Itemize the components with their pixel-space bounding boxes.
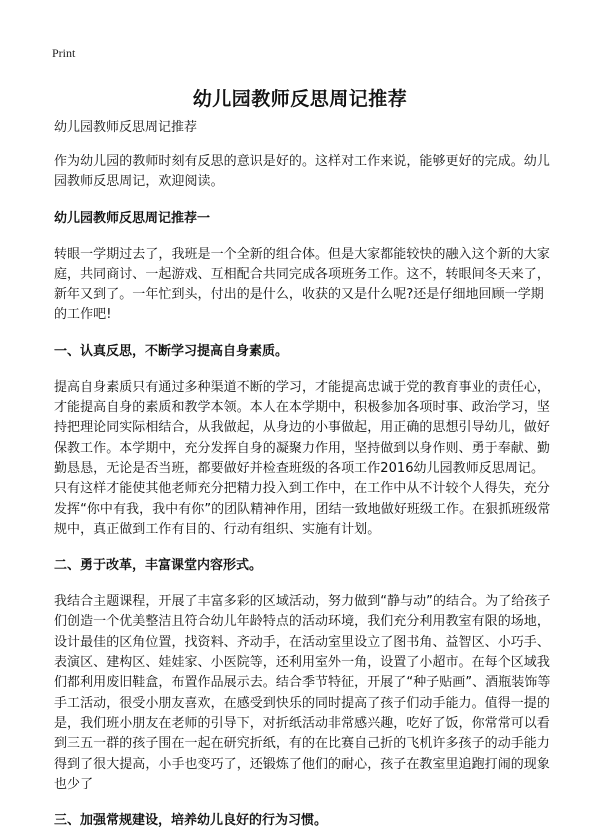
section-heading: 幼儿园教师反思周记推荐一: [54, 210, 211, 226]
page-title: 幼儿园教师反思周记推荐: [192, 88, 408, 110]
part3-heading: 三、加强常规建设，培养幼儿良好的行为习惯。: [54, 813, 328, 829]
article-body: [54, 118, 554, 831]
part1-paragraph: 提高自身素质只有通过多种渠道不断的学习，才能提高忠诚于党的教育事业的责任心，才能提高自身的素质和教学本领。本人在本学期中，积极参加各项时事、政治学习，坚持把理论同实际相结合，从我做起，从身边的小事做起，用正确的思想引导幼儿，做好保教工作。本学期中，充分发挥自身的凝聚力作用，坚持做到以身作则、勇于奉献、勤勤恳恳，无论是否当班，都要做好并检查班级的各项工作2016幼儿园教师反思周记。只有这样才能使其他老师充分把精力投入到工作中，在工作中从不计较个人得失，充分发挥“你中有我，我中有你”的团队精神作用，团结一致地做好班级工作。在狠抓班级常规中，真正做到工作有目的、行动有组织、实施有计划。: [54, 379, 551, 537]
part2-heading: 二、勇于改革，丰富课堂内容形式。: [54, 558, 263, 574]
intro-paragraph: 作为幼儿园的教师时刻有反思的意识是好的。这样对工作来说，能够更好的完成。幼儿园教师反思周记，欢迎阅读。: [54, 154, 550, 190]
print-link[interactable]: Print: [52, 46, 76, 60]
part1-heading: 一、认真反思，不断学习提高自身素质。: [54, 343, 289, 359]
part2-paragraph: 我结合主题课程，开展了丰富多彩的区域活动，努力做到“静与动”的结合。为了给孩子们创造一个优美整洁且符合幼儿年龄特点的活动环境，我们充分利用教室有限的场地，设计最佳的区角位置，找资料、齐动手，在活动室里设立了图书角、益智区、小巧手、表演区、建构区、娃娃家、小医院等，还利用室外一角，设置了小超市。在每个区域我们都利用废旧鞋盒，布置作品展示去。结合季节特征，开展了“种子贴画”、酒瓶装饰等手工活动，很受小朋友喜欢，在感受到快乐的同时提高了孩子们动手能力。值得一提的 是，我们班小朋友在老师的引导下，对折纸活动非常感兴趣，吃好了饭，你常常可以看到三五一群的孩子围在一起在研究折纸，有的在比赛自己折的飞机许多孩子的动手能力得到了很大提高，小手也变巧了，还锻炼了他们的耐心，孩子在教室里追跑打闹的现象也少了: [54, 594, 551, 792]
section-intro-paragraph: 转眼一学期过去了，我班是一个全新的组合体。但是大家都能较快的融入这个新的大家庭，共同商讨、一起游戏、互相配合共同完成各项班务工作。这不，转眼间冬天来了，新年又到了。一年忙到头，付出的是什么，收获的又是什么呢?还是仔细地回顾一学期的工作吧!: [54, 246, 550, 323]
document-subtitle: 幼儿园教师反思周记推荐: [54, 120, 198, 135]
